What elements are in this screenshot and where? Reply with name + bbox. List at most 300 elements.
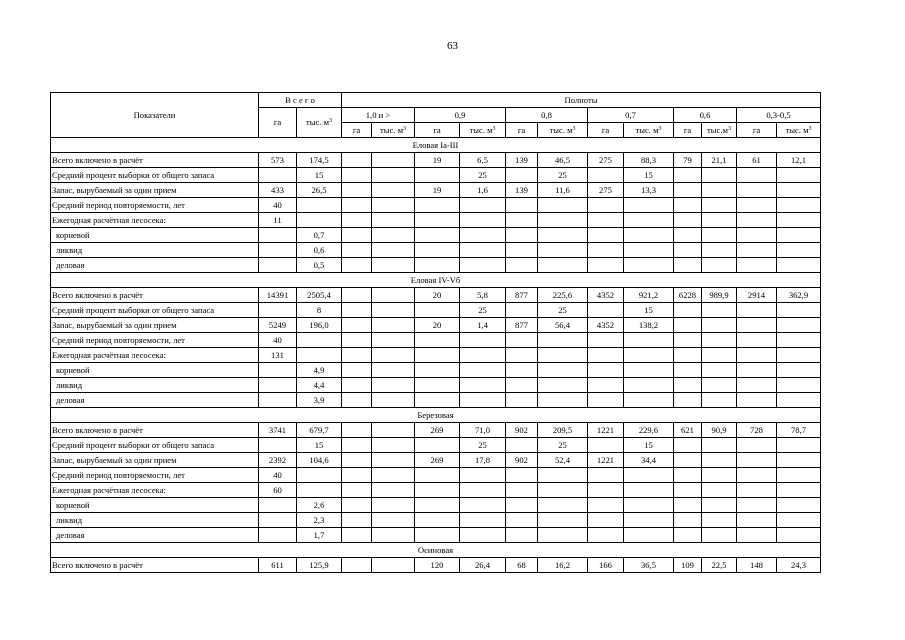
table-cell (674, 498, 702, 513)
table-cell (777, 213, 821, 228)
table-cell (415, 483, 460, 498)
table-cell: 877 (506, 318, 538, 333)
table-cell (702, 333, 737, 348)
table-row (51, 483, 821, 498)
table-cell: 15 (297, 168, 342, 183)
table-cell: 22,5 (702, 558, 737, 573)
table-cell (538, 498, 588, 513)
table-cell (372, 288, 415, 303)
table-cell (702, 378, 737, 393)
unit-ha-header: га (737, 123, 777, 138)
table-cell: 3741 (259, 423, 297, 438)
table-cell (460, 363, 506, 378)
table-cell (588, 363, 624, 378)
table-row (51, 453, 821, 468)
table-cell (372, 258, 415, 273)
table-cell: 56,4 (538, 318, 588, 333)
section-row (51, 543, 821, 558)
table-cell (777, 228, 821, 243)
table-cell (702, 258, 737, 273)
table-cell (674, 303, 702, 318)
table-cell: 174,5 (297, 153, 342, 168)
table-cell: 269 (415, 453, 460, 468)
table-cell (624, 213, 674, 228)
table-cell (259, 303, 297, 318)
table-cell (588, 393, 624, 408)
table-cell: 79 (674, 153, 702, 168)
table-cell: 877 (506, 288, 538, 303)
table-cell: 15 (624, 303, 674, 318)
table-cell: 20 (415, 318, 460, 333)
allowable-cut-table (50, 92, 821, 573)
table-row (51, 183, 821, 198)
table-cell (342, 363, 372, 378)
table-cell (702, 303, 737, 318)
table-cell (588, 513, 624, 528)
table-cell (506, 243, 538, 258)
table-cell (372, 483, 415, 498)
table-cell (415, 333, 460, 348)
table-cell (674, 393, 702, 408)
table-cell: 36,5 (624, 558, 674, 573)
row-label: Средний процент выборки от общего запаса (51, 438, 259, 453)
table-cell (777, 393, 821, 408)
table-cell (506, 468, 538, 483)
table-cell: 275 (588, 183, 624, 198)
table-row (51, 498, 821, 513)
row-label: деловая (51, 528, 259, 543)
table-cell (372, 228, 415, 243)
table-cell (674, 438, 702, 453)
table-cell (342, 453, 372, 468)
table-cell (342, 378, 372, 393)
table-cell (674, 528, 702, 543)
table-cell: 2,3 (297, 513, 342, 528)
table-row (51, 558, 821, 573)
table-cell (342, 303, 372, 318)
table-cell (538, 198, 588, 213)
table-row (51, 258, 821, 273)
table-cell: 78,7 (777, 423, 821, 438)
table-cell (777, 468, 821, 483)
table-row (51, 318, 821, 333)
table-cell: 120 (415, 558, 460, 573)
table-cell (342, 213, 372, 228)
table-cell (702, 393, 737, 408)
table-cell (538, 228, 588, 243)
table-cell (538, 483, 588, 498)
table-cell (674, 243, 702, 258)
table-cell: 0,6 (297, 243, 342, 258)
section-row (51, 408, 821, 423)
table-cell: 21,1 (702, 153, 737, 168)
table-cell (777, 183, 821, 198)
table-cell: 90,9 (702, 423, 737, 438)
table-cell (624, 363, 674, 378)
table-cell: 15 (624, 168, 674, 183)
table-cell (737, 303, 777, 318)
table-cell: 24,3 (777, 558, 821, 573)
table-cell (342, 318, 372, 333)
table-cell (415, 363, 460, 378)
table-cell (342, 168, 372, 183)
table-cell (702, 438, 737, 453)
table-row (51, 153, 821, 168)
table-row (51, 288, 821, 303)
table-cell (415, 468, 460, 483)
unit-ha-header: га (506, 123, 538, 138)
table-cell (624, 393, 674, 408)
table-cell (297, 348, 342, 363)
table-cell (777, 378, 821, 393)
row-label: Всего включено в расчёт (51, 423, 259, 438)
section-title: Осиновая (51, 543, 821, 558)
density-header: Полноты (342, 93, 821, 108)
table-cell (737, 333, 777, 348)
table-cell: 275 (588, 153, 624, 168)
table-cell (737, 378, 777, 393)
table-cell (372, 438, 415, 453)
section-title: Еловая Iа-III (51, 138, 821, 153)
table-cell (372, 378, 415, 393)
table-cell (506, 303, 538, 318)
table-cell (342, 153, 372, 168)
table-row (51, 243, 821, 258)
table-cell (588, 168, 624, 183)
table-cell (415, 528, 460, 543)
table-cell (506, 483, 538, 498)
table-cell: 138,2 (624, 318, 674, 333)
table-cell (506, 213, 538, 228)
table-cell: 4,4 (297, 378, 342, 393)
table-cell: 25 (460, 303, 506, 318)
table-cell (415, 243, 460, 258)
table-cell (342, 498, 372, 513)
table-cell (702, 198, 737, 213)
density-group-header: 0,9 (415, 108, 506, 123)
table-cell: 25 (538, 438, 588, 453)
table-cell (372, 423, 415, 438)
table-cell (538, 363, 588, 378)
table-cell (702, 453, 737, 468)
table-cell (777, 498, 821, 513)
table-cell: 209,5 (538, 423, 588, 438)
table-cell (674, 228, 702, 243)
total-header: В с е г о (259, 93, 342, 108)
table-cell (259, 393, 297, 408)
table-cell (538, 528, 588, 543)
table-cell: 139 (506, 183, 538, 198)
table-cell (460, 348, 506, 363)
table-cell (415, 198, 460, 213)
table-cell: 40 (259, 333, 297, 348)
row-label: ликвид (51, 378, 259, 393)
table-cell: 60 (259, 483, 297, 498)
table-row (51, 513, 821, 528)
table-cell (415, 228, 460, 243)
table-cell (372, 303, 415, 318)
table-cell: 728 (737, 423, 777, 438)
table-cell: 12,1 (777, 153, 821, 168)
table-cell (538, 333, 588, 348)
table-cell (777, 528, 821, 543)
page-number: 63 (447, 40, 458, 52)
table-cell (506, 498, 538, 513)
table-cell: 269 (415, 423, 460, 438)
section-row (51, 273, 821, 288)
row-label: деловая (51, 258, 259, 273)
table-cell (342, 198, 372, 213)
table-cell (372, 333, 415, 348)
table-cell (259, 258, 297, 273)
table-cell (737, 498, 777, 513)
table-cell: 16,2 (538, 558, 588, 573)
indicators-header: Показатели (51, 93, 259, 138)
table-cell (674, 468, 702, 483)
row-label: Ежегодная расчётная лесосека: (51, 483, 259, 498)
density-group-header: 0,6 (674, 108, 737, 123)
table-cell (415, 303, 460, 318)
row-label: Средний процент выборки от общего запаса (51, 168, 259, 183)
unit-ha-header: га (588, 123, 624, 138)
table-cell: 13,3 (624, 183, 674, 198)
table-cell (372, 513, 415, 528)
table-cell (588, 438, 624, 453)
unit-ha-header: га (674, 123, 702, 138)
table-cell: 88,3 (624, 153, 674, 168)
table-row (51, 438, 821, 453)
table-cell: 5249 (259, 318, 297, 333)
table-cell (624, 378, 674, 393)
table-cell (372, 318, 415, 333)
table-cell: 2,6 (297, 498, 342, 513)
table-cell: 15 (624, 438, 674, 453)
table-cell (460, 243, 506, 258)
table-cell (415, 258, 460, 273)
table-cell: 15 (297, 438, 342, 453)
section-row (51, 138, 821, 153)
table-cell: 1221 (588, 453, 624, 468)
table-cell (588, 528, 624, 543)
table-cell (415, 348, 460, 363)
table-cell (737, 438, 777, 453)
table-cell (297, 198, 342, 213)
table-cell (624, 528, 674, 543)
table-cell (297, 468, 342, 483)
table-cell: 104,6 (297, 453, 342, 468)
table-cell: 921,2 (624, 288, 674, 303)
table-cell (777, 363, 821, 378)
row-label: деловая (51, 393, 259, 408)
table-cell (460, 498, 506, 513)
table-cell (259, 438, 297, 453)
table-cell: 1221 (588, 423, 624, 438)
table-cell (372, 168, 415, 183)
table-row (51, 393, 821, 408)
unit-volume-header: тыс. $м^3$ (777, 123, 821, 138)
table-cell (259, 528, 297, 543)
table-cell (372, 243, 415, 258)
unit-volume-header: тыс. $м^3$ (460, 123, 506, 138)
table-cell: 71,0 (460, 423, 506, 438)
table-cell (538, 513, 588, 528)
table-cell (588, 333, 624, 348)
unit-volume-header: тыс. $м^3$ (624, 123, 674, 138)
table-cell: 225,6 (538, 288, 588, 303)
table-cell (372, 468, 415, 483)
table-cell (342, 333, 372, 348)
table-cell (342, 393, 372, 408)
table-cell (777, 243, 821, 258)
table-cell (702, 513, 737, 528)
unit-ha-header: га (415, 123, 460, 138)
table-row (51, 528, 821, 543)
table-cell (588, 198, 624, 213)
table-cell (506, 228, 538, 243)
table-cell (259, 363, 297, 378)
row-label: Запас, вырубаемый за один прием (51, 183, 259, 198)
table-cell (460, 513, 506, 528)
table-cell: 196,0 (297, 318, 342, 333)
table-cell: 611 (259, 558, 297, 573)
table-cell (342, 348, 372, 363)
density-group-header: 1,0 и > (342, 108, 415, 123)
table-cell (737, 393, 777, 408)
table-cell (674, 378, 702, 393)
table-cell (259, 228, 297, 243)
table-cell (415, 213, 460, 228)
table-cell (460, 468, 506, 483)
table-cell: 11,6 (538, 183, 588, 198)
row-label: Запас, вырубаемый за один прием (51, 318, 259, 333)
table-cell (297, 213, 342, 228)
table-cell: 17,8 (460, 453, 506, 468)
table-cell (460, 198, 506, 213)
table-cell (588, 378, 624, 393)
unit-volume-header: тыс. $м^3$ (538, 123, 588, 138)
table-cell (259, 168, 297, 183)
table-row (51, 348, 821, 363)
table-cell (588, 303, 624, 318)
table-cell (777, 333, 821, 348)
table-row (51, 198, 821, 213)
table-cell (259, 378, 297, 393)
table-cell (588, 498, 624, 513)
table-cell (777, 168, 821, 183)
table-cell (342, 228, 372, 243)
table-cell (624, 333, 674, 348)
unit-volume-header: $тыс.м^3$ (702, 123, 737, 138)
row-label: корневой (51, 228, 259, 243)
table-cell: 1,7 (297, 528, 342, 543)
table-cell (259, 243, 297, 258)
table-cell (737, 528, 777, 543)
table-cell (624, 498, 674, 513)
table-cell (538, 393, 588, 408)
table-cell (674, 213, 702, 228)
table-cell: 621 (674, 423, 702, 438)
table-cell (588, 243, 624, 258)
table-cell (674, 198, 702, 213)
table-cell: 433 (259, 183, 297, 198)
table-cell: 68 (506, 558, 538, 573)
table-cell (372, 453, 415, 468)
table-cell (506, 348, 538, 363)
table-cell (342, 288, 372, 303)
table-cell: 25 (538, 168, 588, 183)
table-cell: 229,6 (624, 423, 674, 438)
table-cell (460, 333, 506, 348)
row-label: ликвид (51, 513, 259, 528)
table-cell (342, 423, 372, 438)
table-cell (588, 258, 624, 273)
row-label: ликвид (51, 243, 259, 258)
table-cell: 25 (538, 303, 588, 318)
table-row (51, 468, 821, 483)
table-cell (460, 483, 506, 498)
table-cell (777, 198, 821, 213)
table-cell (372, 183, 415, 198)
row-label: Запас, вырубаемый за один прием (51, 453, 259, 468)
table-cell (506, 258, 538, 273)
table-cell (674, 453, 702, 468)
table-cell: 2505,4 (297, 288, 342, 303)
table-cell (415, 168, 460, 183)
table-cell (777, 438, 821, 453)
table-cell: 148 (737, 558, 777, 573)
table-cell (624, 348, 674, 363)
table-cell: 139 (506, 153, 538, 168)
table-cell: 166 (588, 558, 624, 573)
row-label: Ежегодная расчётная лесосека: (51, 348, 259, 363)
table-cell (372, 153, 415, 168)
table-cell (777, 483, 821, 498)
table-cell (777, 318, 821, 333)
table-cell (702, 168, 737, 183)
table-cell (415, 498, 460, 513)
table-cell: 679,7 (297, 423, 342, 438)
table-cell: 61 (737, 153, 777, 168)
table-row (51, 378, 821, 393)
table-cell (506, 528, 538, 543)
row-label: Средний процент выборки от общего запаса (51, 303, 259, 318)
table-cell (674, 318, 702, 333)
row-label: Средний период повторяемости, лет (51, 198, 259, 213)
table-cell (737, 243, 777, 258)
table-row (51, 168, 821, 183)
table-cell (297, 333, 342, 348)
table-cell (460, 228, 506, 243)
table-cell (624, 513, 674, 528)
table-cell (259, 513, 297, 528)
table-cell (538, 243, 588, 258)
table-cell: 109 (674, 558, 702, 573)
table-cell (737, 258, 777, 273)
density-group-header: 0,8 (506, 108, 588, 123)
table-cell (538, 378, 588, 393)
table-cell (342, 513, 372, 528)
table-cell (372, 363, 415, 378)
table-cell (506, 333, 538, 348)
table-cell (506, 168, 538, 183)
table-cell: 4352 (588, 318, 624, 333)
table-row (51, 333, 821, 348)
table-cell (538, 258, 588, 273)
table-cell: 8 (297, 303, 342, 318)
table-cell (702, 213, 737, 228)
table-cell: 34,4 (624, 453, 674, 468)
table-cell (342, 258, 372, 273)
